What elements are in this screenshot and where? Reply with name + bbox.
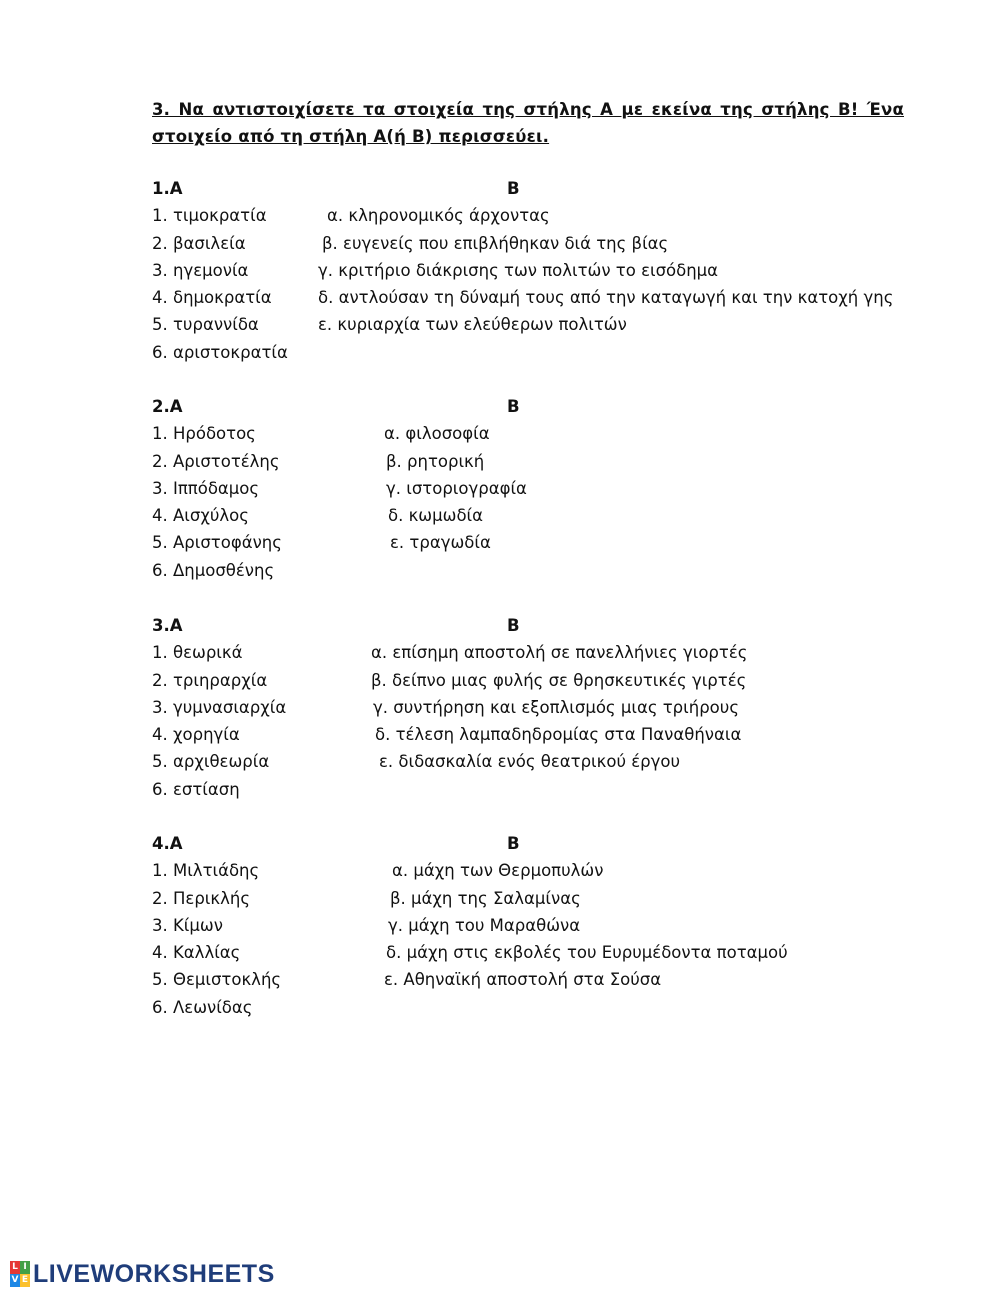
column-b-item: β. ευγενείς που επιβλήθηκαν διά της βίας (322, 233, 669, 253)
column-a-item: 5. Θεμιστοκλής (152, 970, 282, 990)
column-b-item: ε. διδασκαλία ενός θεατρικού έργου (379, 752, 681, 772)
section-header (152, 175, 912, 202)
list-item (152, 639, 912, 666)
column-b-item: β. δείπνο μιας φυλής σε θρησκευτικές γιρτές (371, 670, 747, 690)
column-b-item: α. μάχη των Θερμοπυλών (392, 861, 604, 881)
column-a-item: 4. χορηγία (152, 725, 240, 745)
logo-wordmark: LIVEWORKSHEETS (33, 1259, 275, 1288)
column-b-item: δ. μάχη στις εκβολές του Ευρυμέδοντα ποταμού (386, 943, 788, 963)
column-a-item: 6. αριστοκρατία (152, 342, 288, 362)
column-a-item: 6. Δημοσθένης (152, 560, 275, 580)
column-a-item: 1. τιμοκρατία (152, 206, 267, 226)
list-item (152, 230, 912, 257)
column-b-item: γ. μάχη του Μαραθώνα (388, 915, 581, 935)
column-b-item: α. φιλοσοφία (384, 424, 490, 444)
column-b-item: β. ρητορική (386, 451, 485, 471)
list-item (152, 448, 912, 475)
list-item (152, 748, 912, 775)
list-item (152, 257, 912, 284)
list-item (152, 694, 912, 721)
list-item (152, 284, 912, 311)
column-a-item: 5. τυραννίδα (152, 315, 259, 335)
column-b-item: δ. κωμωδία (388, 506, 483, 526)
list-item (152, 966, 912, 993)
logo-mark-letter: L (10, 1261, 20, 1274)
list-item (152, 420, 912, 447)
column-b-item: ε. τραγωδία (390, 533, 491, 553)
list-item (152, 994, 912, 1021)
column-a-item: 4. Αισχύλος (152, 506, 249, 526)
column-a-item: 5. αρχιθεωρία (152, 752, 270, 772)
column-a-item: 6. εστίαση (152, 779, 240, 799)
section-header (152, 612, 912, 639)
list-item (152, 529, 912, 556)
column-b-item: γ. κριτήριο διάκρισης των πολιτών το εισόδημα (318, 260, 719, 280)
exercise-instruction: 3. Να αντιστοιχίσετε τα στοιχεία της στήλης Α με εκείνα της στήλης Β! Ένα στοιχείο από τη στήλη Α(ή Β) περισσεύει. (152, 100, 904, 146)
column-a-item: 1. Ηρόδοτος (152, 424, 256, 444)
section-header (152, 393, 912, 420)
column-b-item: β. μάχη της Σαλαμίνας (390, 888, 581, 908)
list-item (152, 475, 912, 502)
column-a-item: 1. θεωρικά (152, 643, 243, 663)
column-a-item: 4. δημοκρατία (152, 288, 272, 308)
list-item (152, 885, 912, 912)
column-a-item: 2. τριηραρχία (152, 670, 268, 690)
matching-section-4 (152, 830, 912, 1021)
column-b-header: Β (507, 179, 520, 198)
column-b-header: Β (507, 834, 520, 853)
list-item (152, 939, 912, 966)
list-item (152, 339, 912, 366)
column-a-item: 3. Κίμων (152, 915, 223, 935)
column-b-item: γ. ιστοριογραφία (386, 478, 527, 498)
list-item (152, 776, 912, 803)
logo-mark-letter: E (21, 1275, 29, 1285)
column-b-item: γ. συντήρηση και εξοπλισμός μιας τριήρους (373, 697, 739, 717)
column-a-item: 5. Αριστοφάνης (152, 533, 282, 553)
column-b-item: ε. κυριαρχία των ελεύθερων πολιτών (318, 315, 627, 335)
matching-section-3 (152, 612, 912, 803)
list-item (152, 502, 912, 529)
column-a-item: 2. βασιλεία (152, 233, 246, 253)
column-b-header: Β (507, 397, 520, 416)
logo-mark-letter: I (20, 1261, 30, 1274)
column-b-header: Β (507, 616, 520, 635)
list-item (152, 311, 912, 338)
matching-section-2 (152, 393, 912, 584)
list-item (152, 721, 912, 748)
matching-section-1 (152, 175, 912, 366)
column-a-item: 6. Λεωνίδας (152, 997, 253, 1017)
column-a-item: 3. Ιππόδαμος (152, 478, 260, 498)
column-a-header: 1.Α (152, 179, 183, 198)
column-b-item: α. κληρονομικός άρχοντας (327, 206, 550, 226)
list-item (152, 857, 912, 884)
list-item (152, 557, 912, 584)
column-a-item: 2. Αριστοτέλης (152, 451, 280, 471)
column-a-item: 1. Μιλτιάδης (152, 861, 260, 881)
list-item (152, 912, 912, 939)
column-b-item: δ. τέλεση λαμπαδηδρομίας στα Παναθήναια (375, 725, 742, 745)
column-a-header: 2.Α (152, 397, 183, 416)
list-item (152, 667, 912, 694)
list-item (152, 202, 912, 229)
liveworksheets-logo[interactable] (10, 1258, 275, 1290)
column-a-header: 4.Α (152, 834, 183, 853)
column-a-item: 3. γυμνασιαρχία (152, 697, 287, 717)
section-header (152, 830, 912, 857)
column-a-item: 2. Περικλής (152, 888, 251, 908)
column-a-item: 3. ηγεμονία (152, 260, 249, 280)
logo-mark-icon (10, 1261, 30, 1287)
column-b-item: α. επίσημη αποστολή σε πανελλήνιες γιορτές (371, 643, 748, 663)
column-a-header: 3.Α (152, 616, 183, 635)
column-a-item: 4. Καλλίας (152, 943, 241, 963)
column-b-item: δ. αντλούσαν τη δύναμή τους από την καταγωγή και την κατοχή γης (318, 288, 894, 308)
column-b-item: ε. Αθηναϊκή αποστολή στα Σούσα (384, 970, 662, 990)
logo-mark-letter: V (11, 1275, 19, 1285)
